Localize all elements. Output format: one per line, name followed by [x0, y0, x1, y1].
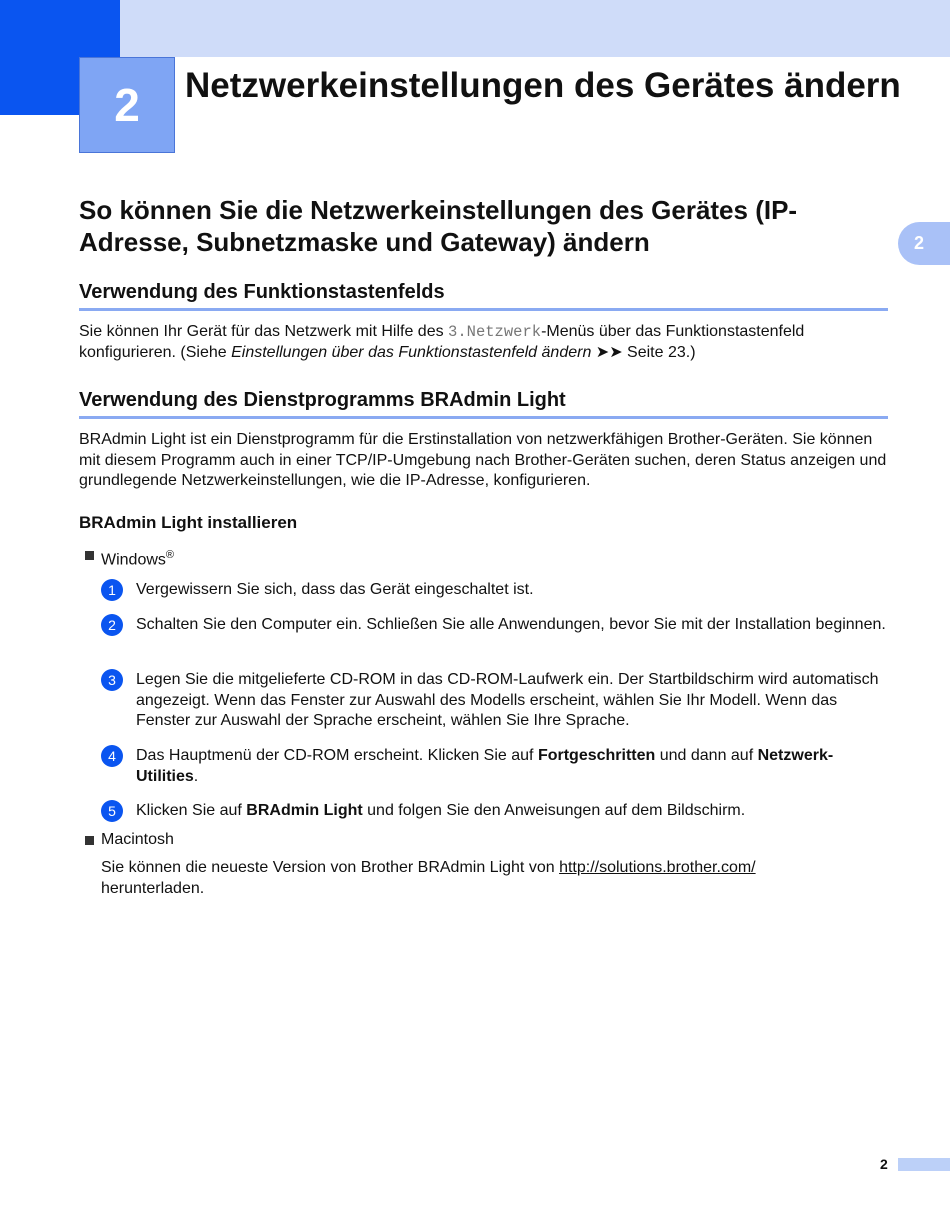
step-number-icon: 1: [101, 579, 123, 601]
header-band: [0, 0, 950, 57]
step-1: [101, 580, 891, 601]
chapter-number: 2: [114, 79, 140, 131]
step-2: [101, 615, 891, 636]
step-text: Vergewissern Sie sich, dass das Gerät eingeschaltet ist.: [136, 581, 534, 598]
step-3: [101, 670, 891, 732]
step-text: Legen Sie die mitgelieferte CD-ROM in das CD-ROM-Laufwerk ein. Der Startbildschirm wird automatisch angezeigt. Wenn das Fenster zur Auswahl des Modells erscheint, wählen Sie Ihr Modell. Wenn das Fenster zur Auswahl der Sprache erscheint, wählen Sie Ihre Sprache.: [136, 671, 879, 729]
step-text: Schalten Sie den Computer ein. Schließen Sie alle Anwendungen, bevor Sie mit der Installation beginnen.: [136, 616, 886, 633]
panel-text-middle: -Menüs über das Funktionstastenfeld konfigurieren. (Siehe: [79, 323, 805, 361]
macintosh-paragraph: Sie können die neueste Version von Brother BRAdmin Light von http://solutions.brother.com/ herunterladen.: [101, 859, 756, 897]
step-number-icon: 4: [101, 745, 123, 767]
bradmin-light-label: BRAdmin Light: [246, 802, 363, 819]
page-number: 2: [880, 1156, 888, 1172]
step-number-icon: 3: [101, 669, 123, 691]
arrows-icon: ➤➤: [595, 343, 623, 361]
panel-paragraph: [79, 322, 891, 363]
macintosh-label: Macintosh: [101, 831, 174, 848]
panel-text-before: Sie können Ihr Gerät für das Netzwerk mit Hilfe des: [79, 323, 449, 340]
bradmin-intro: BRAdmin Light ist ein Dienstprogramm für die Erstinstallation von netzwerkfähigen Brother-Geräten. Sie können mit diesem Programm auch in einer TCP/IP-Umgebung nach Brother-Geräten suchen, deren Status anzeigen und grundlegende Netzwerkeinstellungen, wie die IP-Adresse, konfigurieren.: [79, 431, 887, 489]
step-4: [101, 746, 891, 787]
section-title: So können Sie die Netzwerkeinstellungen des Gerätes (IP-Adresse, Subnetzmaske und Gateway) ändern: [79, 195, 798, 257]
chapter-number-box: [79, 57, 175, 153]
download-link[interactable]: http://solutions.brother.com/: [559, 859, 756, 876]
step-5: [101, 801, 891, 822]
page-reference: Seite 23.): [622, 343, 696, 361]
install-heading: BRAdmin Light installieren: [79, 513, 298, 532]
square-bullet-icon: [85, 836, 94, 845]
step-number-icon: 5: [101, 800, 123, 822]
network-utilities-label: Netzwerk-Utilities: [136, 747, 834, 785]
macintosh-bullet: [85, 830, 174, 850]
side-tab-number: 2: [914, 233, 925, 253]
bradmin-heading: Verwendung des Dienstprogramms BRAdmin Light: [79, 388, 888, 419]
footer-accent-bar: [898, 1158, 950, 1171]
windows-bullet: [85, 545, 174, 570]
chapter-title: Netzwerkeinstellungen des Gerätes ändern: [185, 66, 901, 105]
windows-label: Windows®: [101, 549, 175, 569]
advanced-label: Fortgeschritten: [537, 747, 656, 764]
step-text: Das Hauptmenü der CD-ROM erscheint. Klicken Sie auf Fortgeschritten und dann auf Netzwerk-Utilities.: [136, 747, 834, 785]
step-text: Klicken Sie auf BRAdmin Light und folgen Sie den Anweisungen auf dem Bildschirm.: [136, 802, 746, 819]
step-number-icon: 2: [101, 614, 123, 636]
panel-heading: Verwendung des Funktionstastenfelds: [79, 280, 888, 311]
square-bullet-icon: [85, 551, 94, 560]
menu-name: 3.Netzwerk: [448, 323, 542, 341]
chapter-side-tab: [898, 222, 950, 265]
reference-link[interactable]: Einstellungen über das Funktionstastenfeld ändern: [231, 343, 592, 361]
